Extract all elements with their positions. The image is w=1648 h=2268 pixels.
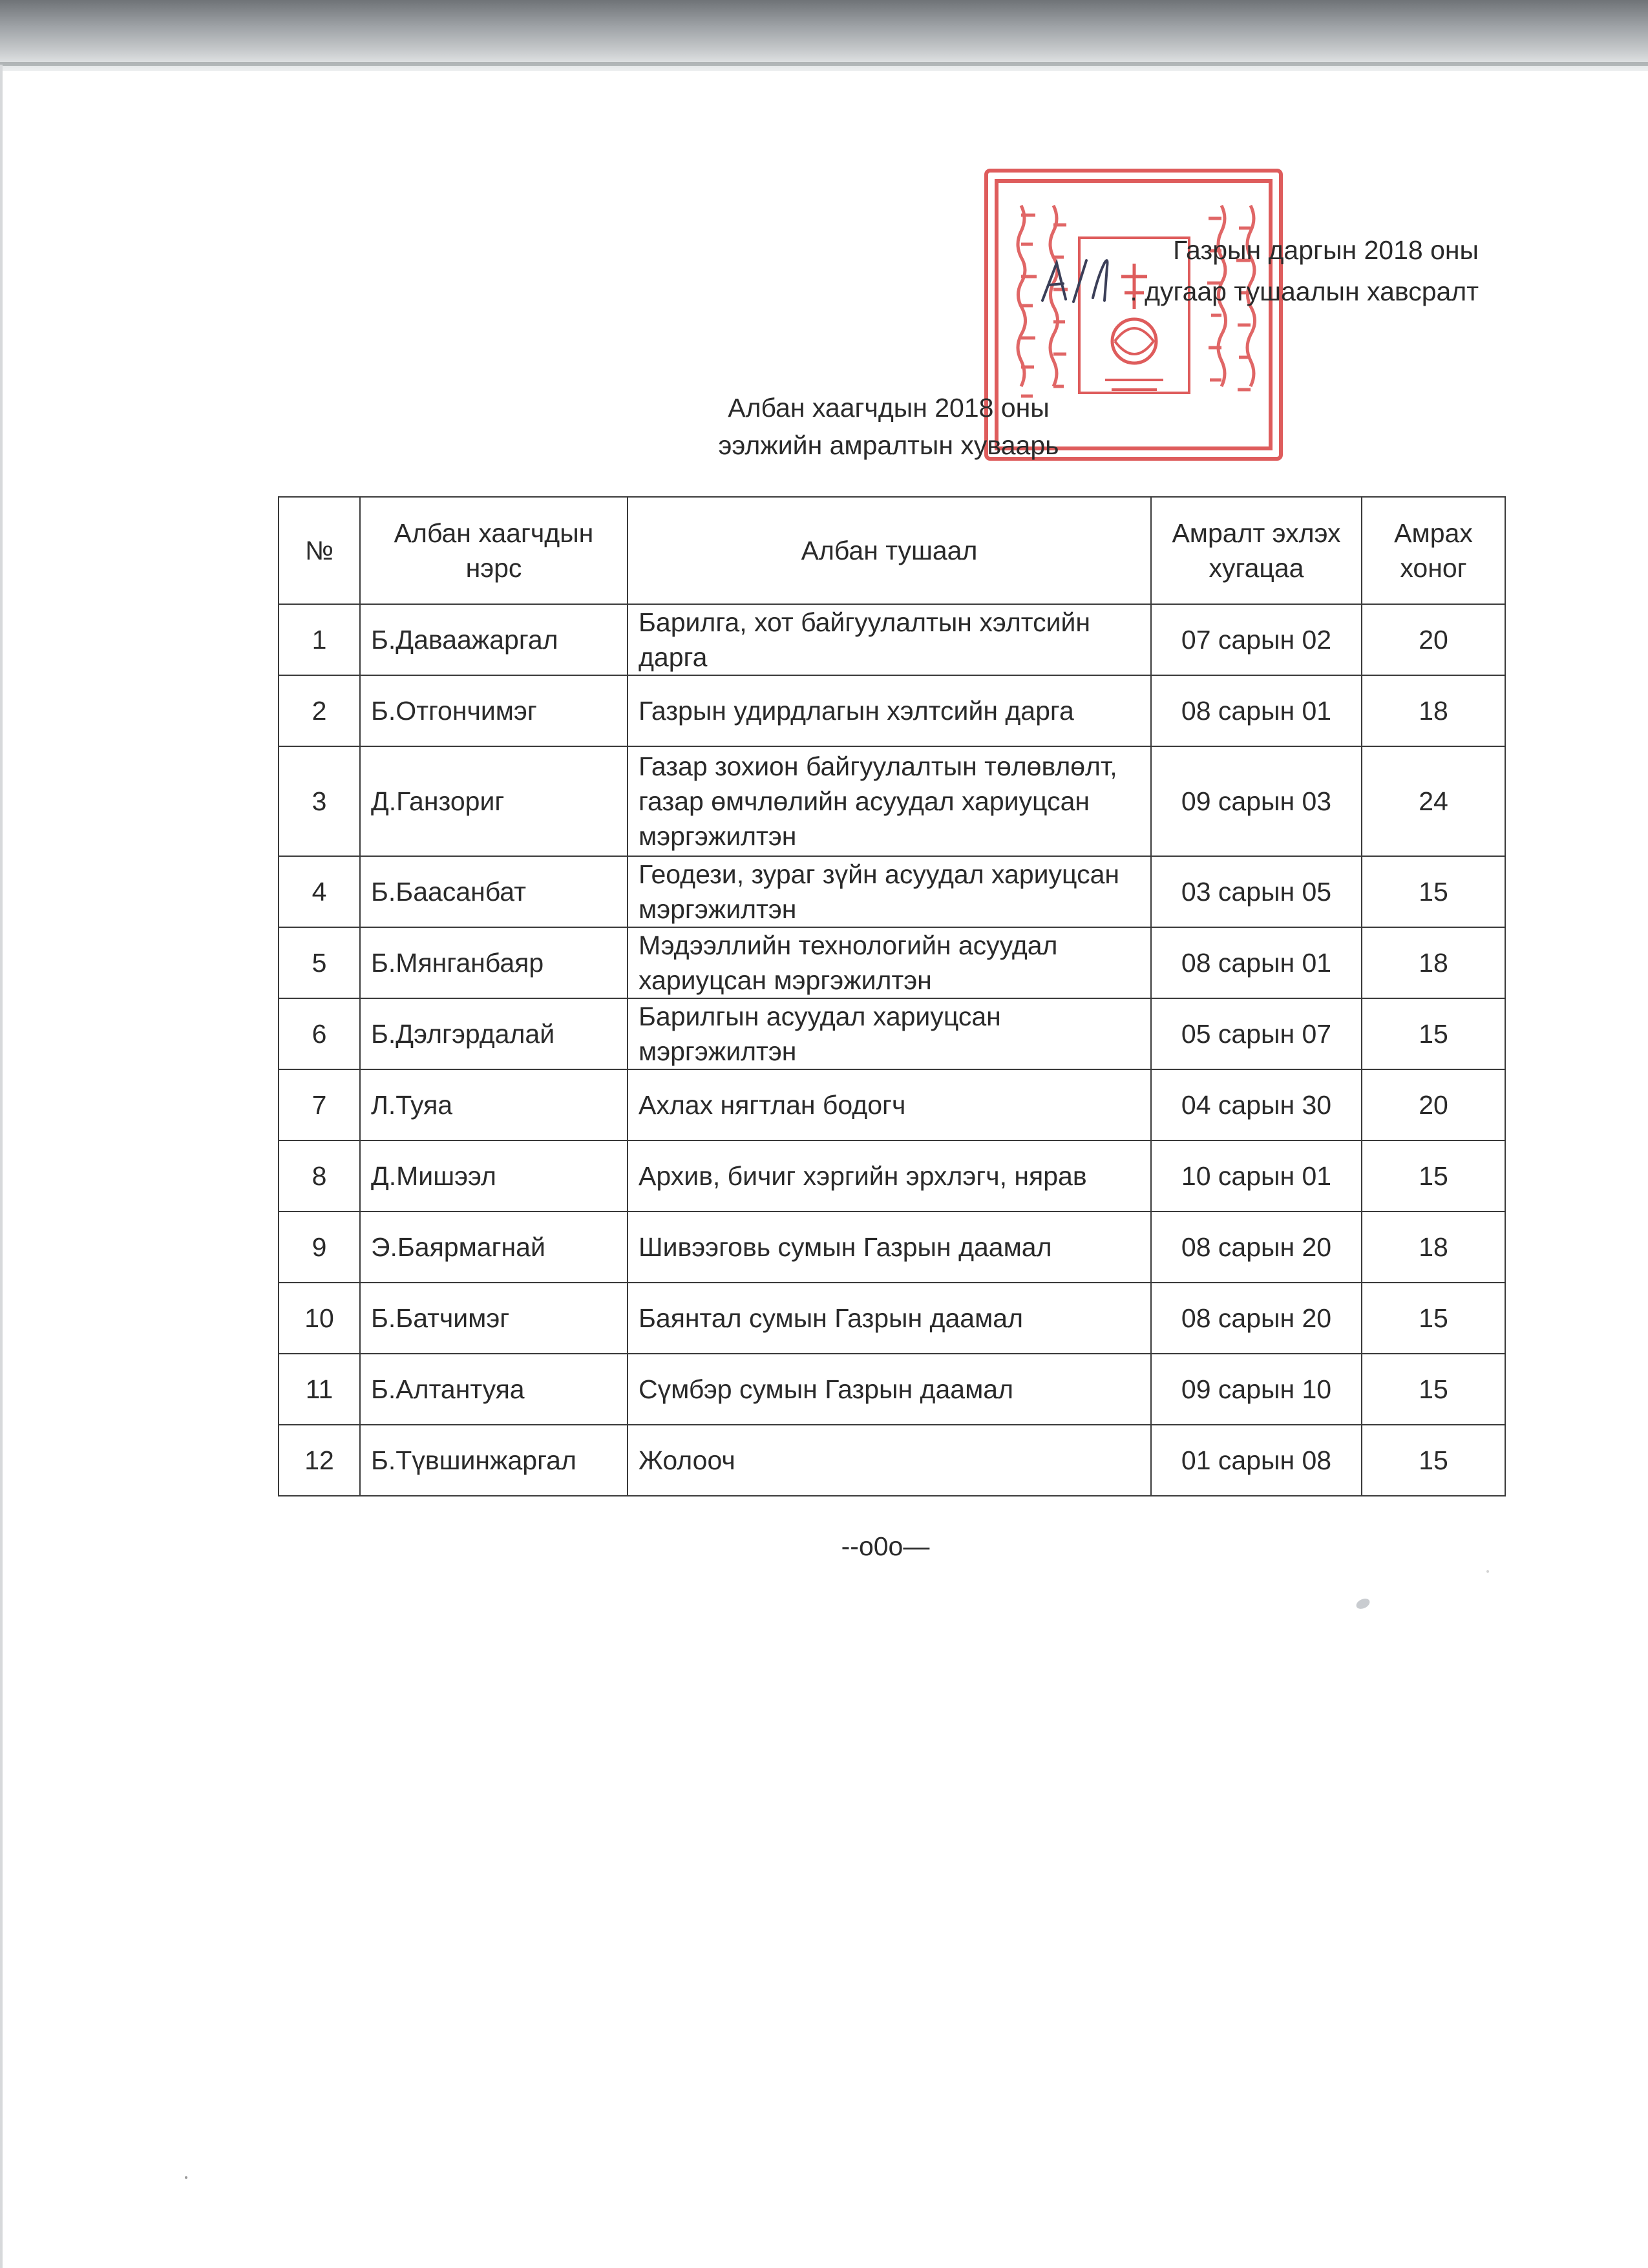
- vacation-start: 07 сарын 02: [1151, 604, 1362, 675]
- header-position: Албан тушаал: [628, 497, 1151, 604]
- row-number: 2: [279, 675, 360, 746]
- employee-position: Газрын удирдлагын хэлтсийн дарга: [628, 675, 1151, 746]
- header-start-date: Амралт эхлэх хугацаа: [1151, 497, 1362, 604]
- employee-name: Б.Дэлгэрдалай: [360, 998, 628, 1069]
- employee-name: Б.Алтантуяа: [360, 1354, 628, 1425]
- employee-position: Мэдээллийн технологийн асуудал хариуцсан мэргэжилтэн: [628, 927, 1151, 998]
- table-row: [279, 1069, 1505, 1140]
- scan-top-edge: [0, 62, 1648, 66]
- row-number: 4: [279, 856, 360, 927]
- row-number: 5: [279, 927, 360, 998]
- employee-position: Жолооч: [628, 1425, 1151, 1496]
- table-row: [279, 746, 1505, 856]
- order-annex-line-2: . дугаар тушаалын хавсралт: [1130, 277, 1479, 306]
- vacation-days: 15: [1362, 1354, 1505, 1425]
- vacation-days: 18: [1362, 675, 1505, 746]
- header-days: Амрах хоног: [1362, 497, 1505, 604]
- table-header-row: [279, 497, 1505, 604]
- employee-position: Шивээговь сумын Газрын даамал: [628, 1212, 1151, 1283]
- table-row: [279, 1354, 1505, 1425]
- scan-top-border: [0, 0, 1648, 71]
- row-number: 6: [279, 998, 360, 1069]
- end-of-document-mark: --o0o—: [841, 1531, 930, 1561]
- employee-name: Б.Баасанбат: [360, 856, 628, 927]
- table-row: [279, 604, 1505, 675]
- employee-name: Б.Отгончимэг: [360, 675, 628, 746]
- vacation-days: 15: [1362, 1283, 1505, 1354]
- employee-position: Газар зохион байгуулалтын төлөвлөлт, газар өмчлөлийн асуудал хариуцсан мэргэжилтэн: [628, 746, 1151, 856]
- table-row: [279, 1140, 1505, 1212]
- employee-position: Архив, бичиг хэргийн эрхлэгч, нярав: [628, 1140, 1151, 1212]
- vacation-start: 08 сарын 01: [1151, 675, 1362, 746]
- vacation-start: 04 сарын 30: [1151, 1069, 1362, 1140]
- vacation-start: 05 сарын 07: [1151, 998, 1362, 1069]
- vacation-days: 18: [1362, 1212, 1505, 1283]
- document-title: [637, 389, 1141, 464]
- vacation-start: 01 сарын 08: [1151, 1425, 1362, 1496]
- document-title-line-2: ээлжийн амралтын хуваарь: [718, 430, 1059, 460]
- employee-position: Геодези, зураг зүйн асуудал хариуцсан мэргэжилтэн: [628, 856, 1151, 927]
- employee-name: Д.Мишээл: [360, 1140, 628, 1212]
- employee-name: Л.Туяа: [360, 1069, 628, 1140]
- scan-left-edge: [0, 65, 3, 2268]
- table-row: [279, 1283, 1505, 1354]
- table-row: [279, 998, 1505, 1069]
- employee-position: Баянтал сумын Газрын даамал: [628, 1283, 1151, 1354]
- vacation-start: 08 сарын 20: [1151, 1283, 1362, 1354]
- row-number: 8: [279, 1140, 360, 1212]
- vacation-days: 20: [1362, 1069, 1505, 1140]
- employee-position: Барилгын асуудал хариуцсан мэргэжилтэн: [628, 998, 1151, 1069]
- order-annex-note: [1130, 229, 1479, 312]
- vacation-schedule-table: [278, 496, 1506, 1496]
- employee-position: Сүмбэр сумын Газрын даамал: [628, 1354, 1151, 1425]
- row-number: 9: [279, 1212, 360, 1283]
- vacation-days: 15: [1362, 998, 1505, 1069]
- employee-name: Б.Түвшинжаргал: [360, 1425, 628, 1496]
- vacation-days: 24: [1362, 746, 1505, 856]
- employee-name: Б.Батчимэг: [360, 1283, 628, 1354]
- vacation-start: 10 сарын 01: [1151, 1140, 1362, 1212]
- table-row: [279, 1425, 1505, 1496]
- vacation-days: 15: [1362, 1140, 1505, 1212]
- vacation-days: 15: [1362, 856, 1505, 927]
- scan-speck: [1486, 1570, 1489, 1573]
- header-number: №: [279, 497, 360, 604]
- employee-name: Б.Даваажаргал: [360, 604, 628, 675]
- row-number: 12: [279, 1425, 360, 1496]
- scan-speck: [185, 2176, 187, 2179]
- handwritten-number-icon: [1037, 255, 1115, 307]
- employee-name: Д.Ганзориг: [360, 746, 628, 856]
- vacation-start: 08 сарын 20: [1151, 1212, 1362, 1283]
- vacation-start: 08 сарын 01: [1151, 927, 1362, 998]
- row-number: 7: [279, 1069, 360, 1140]
- vacation-start: 09 сарын 10: [1151, 1354, 1362, 1425]
- vacation-start: 09 сарын 03: [1151, 746, 1362, 856]
- document-title-line-1: Албан хаагчдын 2018 оны: [728, 393, 1050, 423]
- row-number: 10: [279, 1283, 360, 1354]
- row-number: 11: [279, 1354, 360, 1425]
- table-row: [279, 856, 1505, 927]
- row-number: 1: [279, 604, 360, 675]
- vacation-start: 03 сарын 05: [1151, 856, 1362, 927]
- employee-position: Барилга, хот байгуулалтын хэлтсийн дарга: [628, 604, 1151, 675]
- header-employee-name: Албан хаагчдын нэрс: [360, 497, 628, 604]
- scan-speck: [1355, 1597, 1371, 1611]
- vacation-days: 20: [1362, 604, 1505, 675]
- table-row: [279, 927, 1505, 998]
- employee-name: Э.Баярмагнай: [360, 1212, 628, 1283]
- vacation-days: 18: [1362, 927, 1505, 998]
- vacation-days: 15: [1362, 1425, 1505, 1496]
- table-row: [279, 1212, 1505, 1283]
- row-number: 3: [279, 746, 360, 856]
- table-row: [279, 675, 1505, 746]
- employee-name: Б.Мянганбаяр: [360, 927, 628, 998]
- order-annex-line-1: Газрын даргын 2018 оны: [1173, 235, 1479, 265]
- employee-position: Ахлах нягтлан бодогч: [628, 1069, 1151, 1140]
